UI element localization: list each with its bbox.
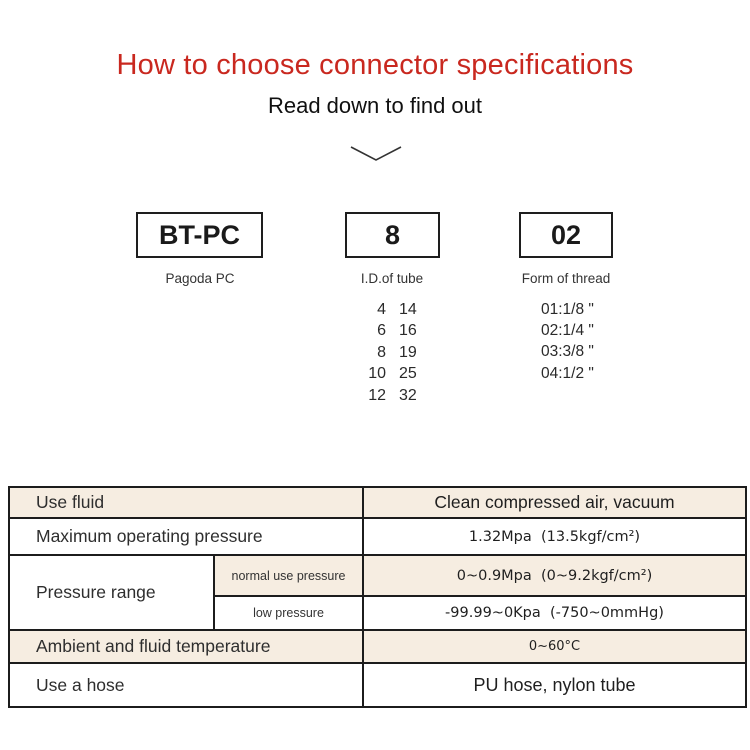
chevron-down-icon <box>349 143 403 165</box>
row-value-hose: PU hose, nylon tube <box>363 663 746 707</box>
tube-od: 19 <box>399 343 417 361</box>
row-label-use-fluid: Use fluid <box>9 487 363 518</box>
tube-id: 6 <box>377 322 386 340</box>
row-label-max-pressure: Maximum operating pressure <box>9 518 363 555</box>
spec-table <box>8 486 747 708</box>
tube-od: 25 <box>399 365 417 383</box>
thread-option: 04:1/2 " <box>541 364 594 382</box>
thread-code: 02 <box>550 219 582 250</box>
sub-label-low-pressure: low pressure <box>214 596 363 630</box>
model-box-label: Pagoda PC <box>165 271 235 286</box>
thread-box-label: Form of thread <box>521 271 611 286</box>
tube-id: 4 <box>377 300 386 318</box>
page-title: How to choose connector specifications <box>116 49 634 81</box>
tube-size-list <box>360 299 417 407</box>
tube-size-row <box>360 385 417 407</box>
row-value-use-fluid: Clean compressed air, vacuum <box>363 487 746 518</box>
table-row <box>9 555 746 596</box>
row-label-pressure-range: Pressure range <box>9 555 214 630</box>
row-value-normal-pressure: 0~0.9Mpa (0~9.2kgf/cm²) <box>363 555 746 596</box>
tube-od: 14 <box>399 300 417 318</box>
tube-box-label: I.D.of tube <box>360 271 424 286</box>
table-row <box>9 663 746 707</box>
tube-id: 10 <box>368 365 386 383</box>
tube-od: 32 <box>399 386 417 404</box>
thread-option: 02:1/4 " <box>541 322 594 340</box>
row-value-ambient-temp: 0~60°C <box>363 630 746 663</box>
tube-size-row <box>360 299 417 321</box>
model-code-box <box>136 212 263 258</box>
tube-size-row <box>360 321 417 343</box>
table-row <box>9 518 746 555</box>
table-row <box>9 487 746 518</box>
row-value-low-pressure: -99.99~0Kpa (-750~0mmHg) <box>363 596 746 630</box>
row-label-hose: Use a hose <box>9 663 363 707</box>
sub-label-normal-pressure: normal use pressure <box>214 555 363 596</box>
page-subtitle: Read down to find out <box>267 93 483 118</box>
tube-od: 16 <box>399 322 417 340</box>
table-row <box>9 630 746 663</box>
thread-code-box <box>519 212 613 258</box>
row-label-ambient-temp: Ambient and fluid temperature <box>9 630 363 663</box>
tube-size-row <box>360 342 417 364</box>
tube-code: 8 <box>384 219 401 250</box>
thread-option: 03:3/8 " <box>541 343 594 361</box>
tube-id: 12 <box>368 386 386 404</box>
tube-size-row <box>360 364 417 386</box>
tube-code-box <box>345 212 440 258</box>
model-code: BT-PC <box>159 219 240 250</box>
row-value-max-pressure: 1.32Mpa (13.5kgf/cm²) <box>363 518 746 555</box>
thread-option: 01:1/8 " <box>541 300 594 318</box>
tube-id: 8 <box>377 343 386 361</box>
thread-option-list <box>541 299 594 385</box>
